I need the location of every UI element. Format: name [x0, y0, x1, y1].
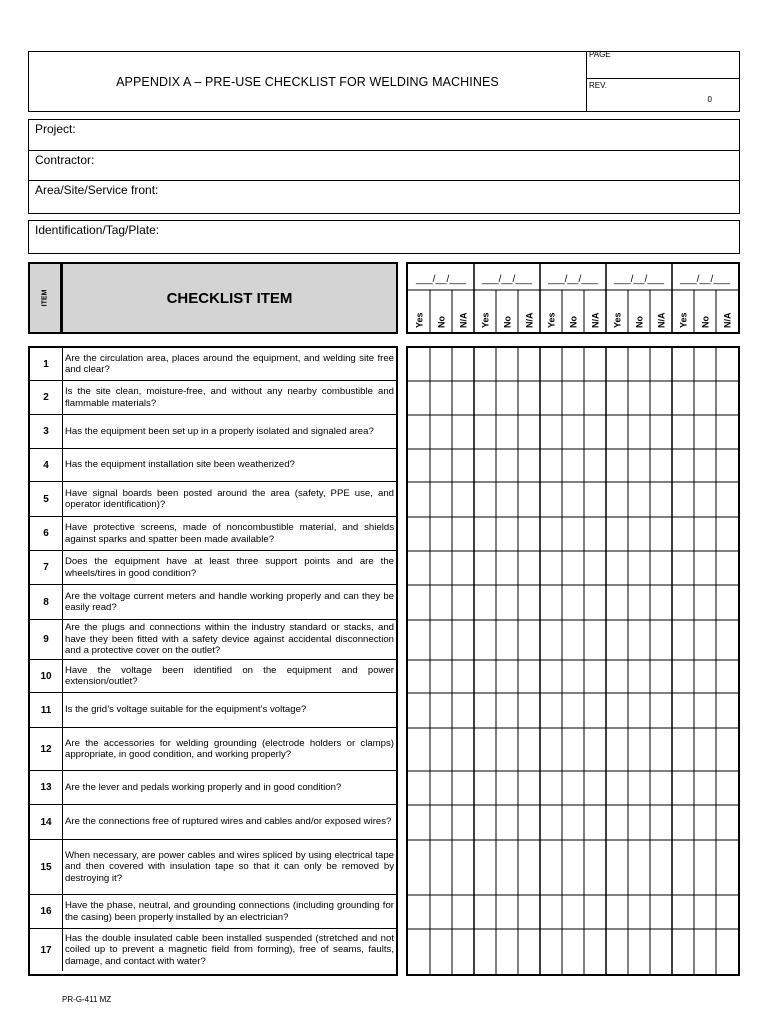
item-question-text: Has the equipment been set up in a properly isolated and signaled area? — [65, 425, 374, 437]
revision-label: REV. — [589, 81, 607, 90]
item-number: 1 — [30, 348, 63, 380]
item-question — [64, 415, 396, 448]
checklist-row — [30, 929, 396, 971]
item-number: 3 — [30, 415, 63, 448]
item-question — [64, 929, 396, 971]
item-question-text: Has the double insulated cable been installed suspended (stretched and not coiled up to prevent a magnetic field from forming), free of seams, faults, damage, and contact with water? — [65, 932, 394, 967]
document-meta — [586, 52, 740, 111]
checklist-row — [30, 551, 396, 585]
item-question-text: Are the circulation area, places around the equipment, and welding site free and clear? — [65, 352, 394, 375]
item-number: 10 — [30, 660, 63, 692]
checklist-row — [30, 840, 396, 895]
checklist-row — [30, 660, 396, 693]
document-title: APPENDIX A – PRE-USE CHECKLIST FOR WELDING MACHINES — [116, 74, 499, 89]
item-question-text: Are the lever and pedals working properly and in good condition? — [65, 781, 342, 793]
item-question — [64, 348, 396, 380]
item-question-text: Is the site clean, moisture-free, and without any nearby combustible and flammable materials? — [65, 386, 394, 409]
checklist-row — [30, 728, 396, 771]
checklist-row — [30, 895, 396, 929]
item-number: 9 — [30, 620, 63, 659]
item-column-header — [28, 262, 62, 334]
item-number: 16 — [30, 895, 63, 928]
page-cell — [587, 52, 740, 79]
item-number: 5 — [30, 482, 63, 516]
answer-label: Yes — [480, 312, 491, 328]
item-number: 4 — [30, 449, 63, 481]
answer-label: No — [436, 316, 447, 328]
date-header-grid — [408, 264, 738, 332]
item-question — [64, 728, 396, 770]
item-question — [64, 551, 396, 584]
page-label: PAGE — [589, 50, 611, 59]
answer-label: N/A — [656, 312, 667, 328]
item-question-text: Have signal boards been posted around the area (safety, PPE use, and operator identification)? — [65, 487, 394, 510]
checklist-row — [30, 517, 396, 551]
answer-label: No — [700, 316, 711, 328]
item-number: 8 — [30, 585, 63, 619]
contractor-field[interactable] — [29, 151, 739, 181]
date-placeholder[interactable]: ___/__/___ — [679, 274, 731, 285]
checklist-item-header: CHECKLIST ITEM — [61, 262, 398, 334]
checklist-row — [30, 805, 396, 840]
date-placeholder[interactable]: ___/__/___ — [613, 274, 665, 285]
item-question — [64, 449, 396, 481]
item-question — [64, 620, 396, 659]
item-question — [64, 895, 396, 928]
answer-label: Yes — [678, 312, 689, 328]
date-columns-header — [406, 262, 740, 334]
date-placeholder[interactable]: ___/__/___ — [415, 274, 467, 285]
document-code: PR-G-411 MZ — [62, 995, 112, 1004]
item-question-text: Are the voltage current meters and handle working properly and can they be easily read? — [65, 590, 394, 613]
checklist-row — [30, 620, 396, 660]
item-question — [64, 482, 396, 516]
item-question — [64, 840, 396, 894]
item-number: 13 — [30, 771, 63, 804]
checklist-row — [30, 482, 396, 517]
checklist-row — [30, 585, 396, 620]
answer-grid-lines — [408, 348, 738, 974]
item-question — [64, 585, 396, 619]
item-question — [64, 805, 396, 839]
revision-cell — [587, 78, 740, 111]
item-number: 17 — [30, 929, 63, 971]
answer-label: No — [502, 316, 513, 328]
answer-label: N/A — [722, 312, 733, 328]
checklist-items-table — [28, 346, 398, 976]
answer-label: N/A — [590, 312, 601, 328]
item-question-text: Is the grid’s voltage suitable for the equipment’s voltage? — [65, 704, 307, 716]
item-question — [64, 660, 396, 692]
item-question — [64, 381, 396, 414]
checklist-row — [30, 449, 396, 482]
item-question — [64, 517, 396, 550]
answer-label: Yes — [546, 312, 557, 328]
identification-field[interactable] — [28, 220, 740, 254]
checklist-row — [30, 415, 396, 449]
item-question — [64, 771, 396, 804]
item-number: 12 — [30, 728, 63, 770]
document-header — [28, 51, 740, 112]
checklist-row — [30, 771, 396, 805]
item-question-text: Are the accessories for welding grounding (electrode holders or clamps) appropriate, in good condition, and working properly? — [65, 737, 394, 760]
project-label: Project: — [35, 122, 76, 136]
checklist-row — [30, 348, 396, 381]
answer-label: No — [634, 316, 645, 328]
answer-label: No — [568, 316, 579, 328]
item-question-text: When necessary, are power cables and wires spliced by using electrical tape and then covered with insulation tape so that it can only be removed by destroying it? — [65, 849, 394, 884]
item-question-text: Are the plugs and connections within the industry standard or stacks, and have they been fitted with a safety device against accidental disconnection and a protective cover on the outlet? — [65, 622, 394, 657]
project-field[interactable] — [29, 120, 739, 151]
answer-label: N/A — [524, 312, 535, 328]
item-question-text: Does the equipment have at least three support points and are the wheels/tires in good condition? — [65, 556, 394, 579]
item-number: 14 — [30, 805, 63, 839]
item-number: 2 — [30, 381, 63, 414]
contractor-label: Contractor: — [35, 153, 95, 167]
item-question-text: Have the voltage been identified on the equipment and power extension/outlet? — [65, 664, 394, 687]
checklist-row — [30, 693, 396, 728]
project-info-box — [28, 119, 740, 214]
identification-label: Identification/Tag/Plate: — [35, 223, 160, 237]
answer-label: Yes — [612, 312, 623, 328]
checklist-row — [30, 381, 396, 415]
area-field[interactable] — [29, 181, 739, 213]
item-header-label: ITEM — [41, 289, 49, 307]
answer-label: N/A — [458, 312, 469, 328]
answer-grid — [406, 346, 740, 976]
item-question-text: Have protective screens, made of noncombustible material, and shields against sparks and spatter been made available? — [65, 522, 394, 545]
date-placeholder[interactable]: ___/__/___ — [547, 274, 599, 285]
item-question — [64, 693, 396, 727]
item-number: 15 — [30, 840, 63, 894]
item-question-text: Are the connections free of ruptured wires and cables and/or exposed wires? — [65, 816, 392, 828]
revision-value: 0 — [707, 95, 712, 104]
area-label: Area/Site/Service front: — [35, 183, 159, 197]
item-number: 11 — [30, 693, 63, 727]
item-number: 6 — [30, 517, 63, 550]
item-number: 7 — [30, 551, 63, 584]
answer-label: Yes — [414, 312, 425, 328]
item-question-text: Has the equipment installation site been weatherized? — [65, 459, 295, 471]
date-placeholder[interactable]: ___/__/___ — [481, 274, 533, 285]
item-question-text: Have the phase, neutral, and grounding connections (including grounding for the casing) been properly installed by an electrician? — [65, 900, 394, 923]
